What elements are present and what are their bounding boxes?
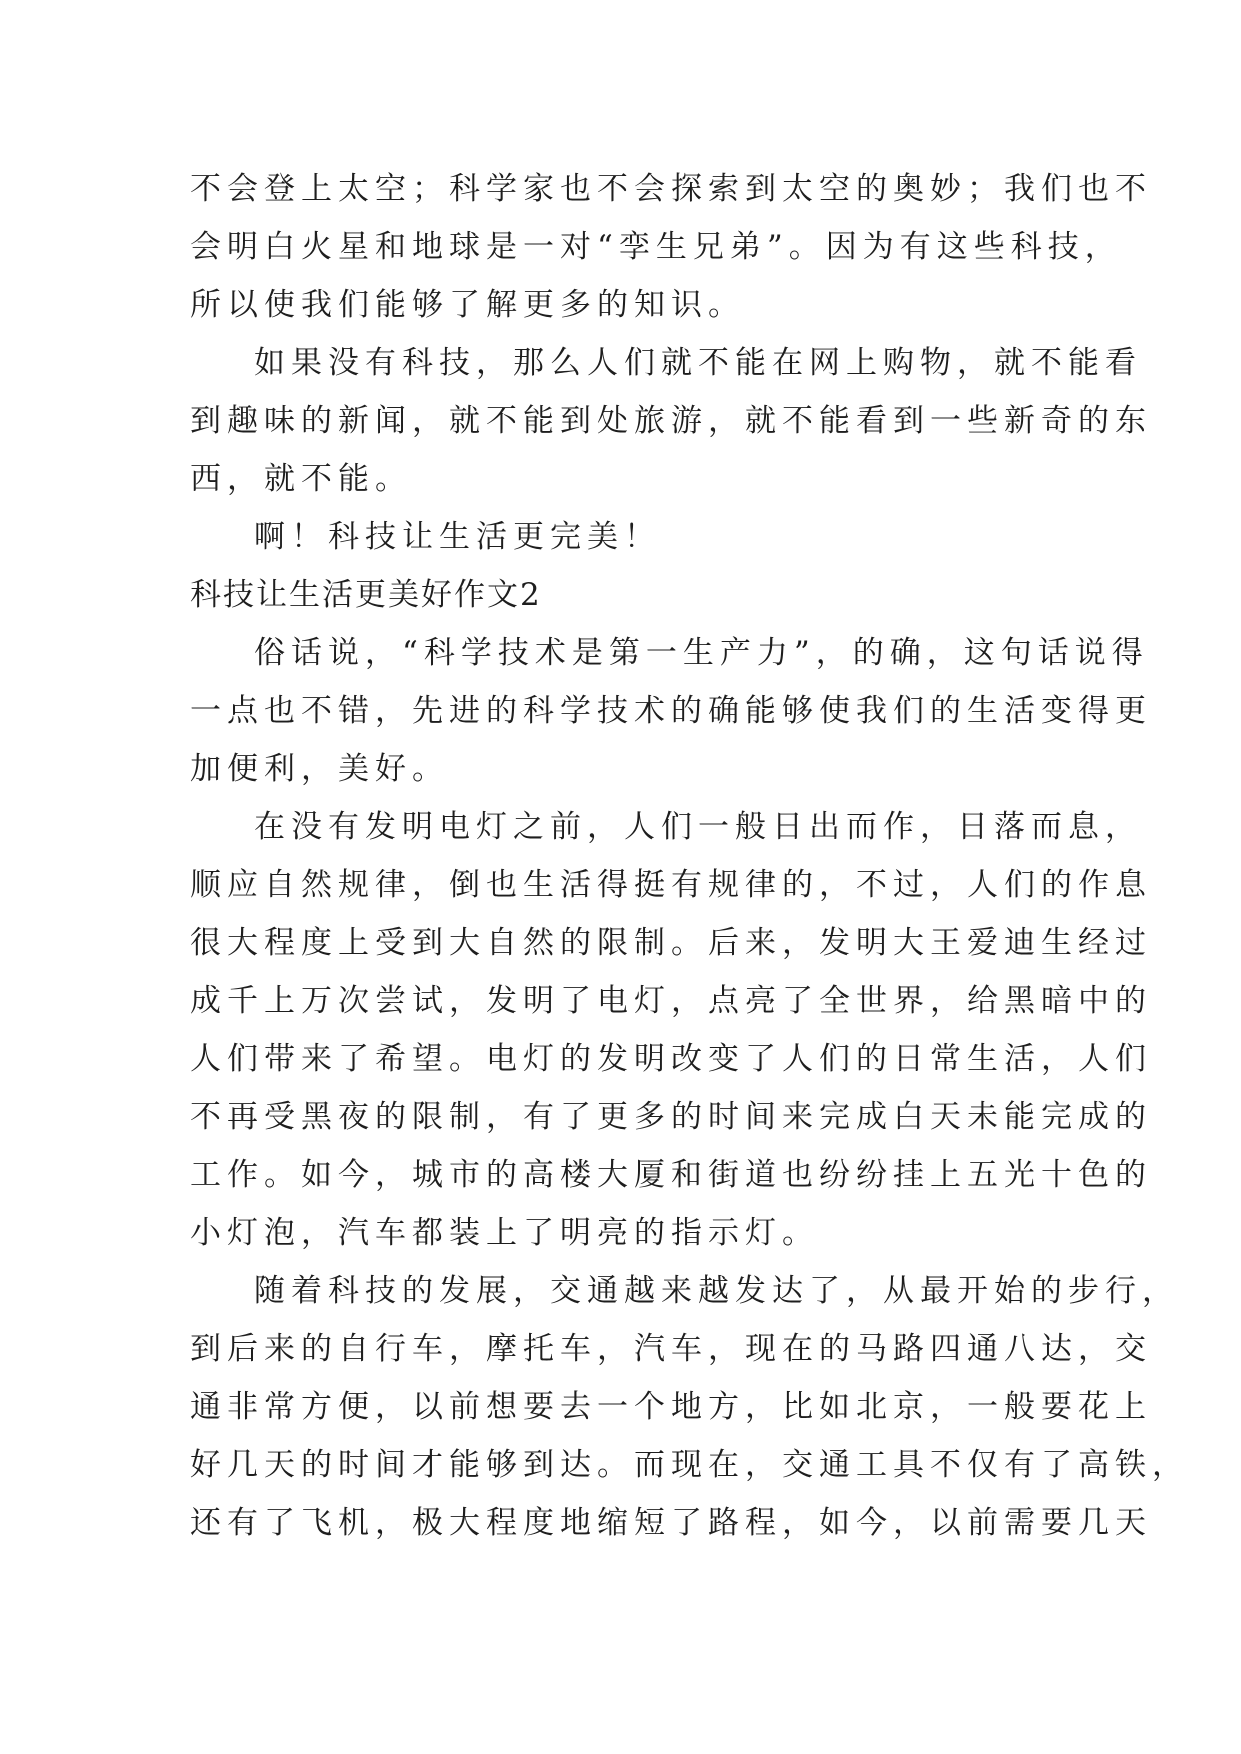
text-line: 通非常方便，以前想要去一个地方，比如北京，一般要花上: [190, 1389, 1152, 1425]
text-line: 加便利，美好。: [190, 751, 449, 787]
document-body: [190, 160, 1189, 1552]
section-heading: 科技让生活更美好作文2: [190, 577, 542, 613]
text-line: 好几天的时间才能够到达。而现在，交通工具不仅有了高铁，: [190, 1447, 1189, 1483]
paragraph-first-line: 俗话说，“科学技术是第一生产力”，的确，这句话说得: [254, 635, 1149, 671]
text-line: 不会登上太空；科学家也不会探索到太空的奥妙；我们也不: [190, 171, 1152, 207]
text-line: 到后来的自行车，摩托车，汽车，现在的马路四通八达，交: [190, 1331, 1152, 1367]
text-line: 会明白火星和地球是一对“孪生兄弟”。因为有这些科技，: [190, 229, 1122, 265]
paragraph-first-line: 如果没有科技，那么人们就不能在网上购物，就不能看: [254, 345, 1142, 381]
text-line: 工作。如今，城市的高楼大厦和街道也纷纷挂上五光十色的: [190, 1157, 1152, 1193]
paragraph-first-line: 随着科技的发展，交通越来越发达了，从最开始的步行，: [254, 1273, 1179, 1309]
paragraph-first-line: 在没有发明电灯之前，人们一般日出而作，日落而息，: [254, 809, 1142, 845]
text-line: 所以使我们能够了解更多的知识。: [190, 287, 745, 323]
text-line: 小灯泡，汽车都装上了明亮的指示灯。: [190, 1215, 819, 1251]
text-line: 西，就不能。: [190, 461, 412, 497]
text-line: 成千上万次尝试，发明了电灯，点亮了全世界，给黑暗中的: [190, 983, 1152, 1019]
text-line: 人们带来了希望。电灯的发明改变了人们的日常生活，人们: [190, 1041, 1152, 1077]
text-line: 顺应自然规律，倒也生活得挺有规律的，不过，人们的作息: [190, 867, 1152, 903]
text-line: 还有了飞机，极大程度地缩短了路程，如今，以前需要几天: [190, 1505, 1152, 1541]
text-line: 到趣味的新闻，就不能到处旅游，就不能看到一些新奇的东: [190, 403, 1152, 439]
text-line: 不再受黑夜的限制，有了更多的时间来完成白天未能完成的: [190, 1099, 1152, 1135]
text-line: 一点也不错，先进的科学技术的确能够使我们的生活变得更: [190, 693, 1152, 729]
paragraph-first-line: 啊！科技让生活更完美！: [254, 519, 661, 555]
text-line: 很大程度上受到大自然的限制。后来，发明大王爱迪生经过: [190, 925, 1152, 961]
